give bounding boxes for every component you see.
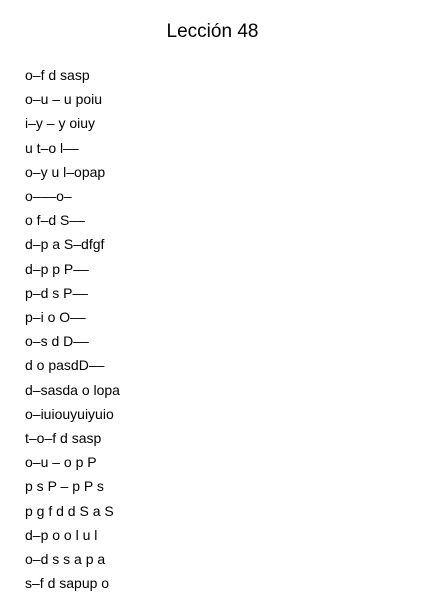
exercise-line: o f–d S–– [25, 212, 85, 229]
exercise-line: o–––o– [25, 188, 72, 205]
exercise-line: o–d s s a p a [25, 551, 106, 568]
exercise-line: p s P – p P s [25, 478, 104, 495]
exercise-line: p g f d d S a S [25, 502, 114, 519]
exercise-line: d o pasdD–– [25, 357, 105, 374]
exercise-line: o–f d sasp [25, 67, 90, 83]
exercise-lines [25, 63, 120, 595]
exercise-line: o–s d D–– [25, 333, 89, 350]
exercise-line: o–u – o p P [25, 454, 97, 471]
exercise-line: o–y u l–opap [25, 163, 106, 180]
exercise-line: d–sasda o lopa [25, 381, 120, 398]
exercise-line: p–i o O–– [25, 309, 86, 326]
exercise-line: s–f d sapup o [25, 575, 110, 592]
exercise-line: d–p a S–dfgf [25, 236, 105, 253]
exercise-line: o–iuiouyuiyuio [25, 405, 114, 422]
exercise-line: t–o–f d sasp [25, 430, 102, 447]
lesson-title: Lección 48 [166, 21, 259, 42]
exercise-line: d–p p P–– [25, 260, 89, 277]
exercise-line: u t–o l–– [25, 139, 79, 156]
exercise-line: o–u – u poiu [25, 91, 103, 108]
exercise-line: p–d s P–– [25, 284, 89, 301]
exercise-line: d–p o o l u l [25, 526, 98, 543]
exercise-line: i–y – y oiuy [25, 115, 96, 132]
